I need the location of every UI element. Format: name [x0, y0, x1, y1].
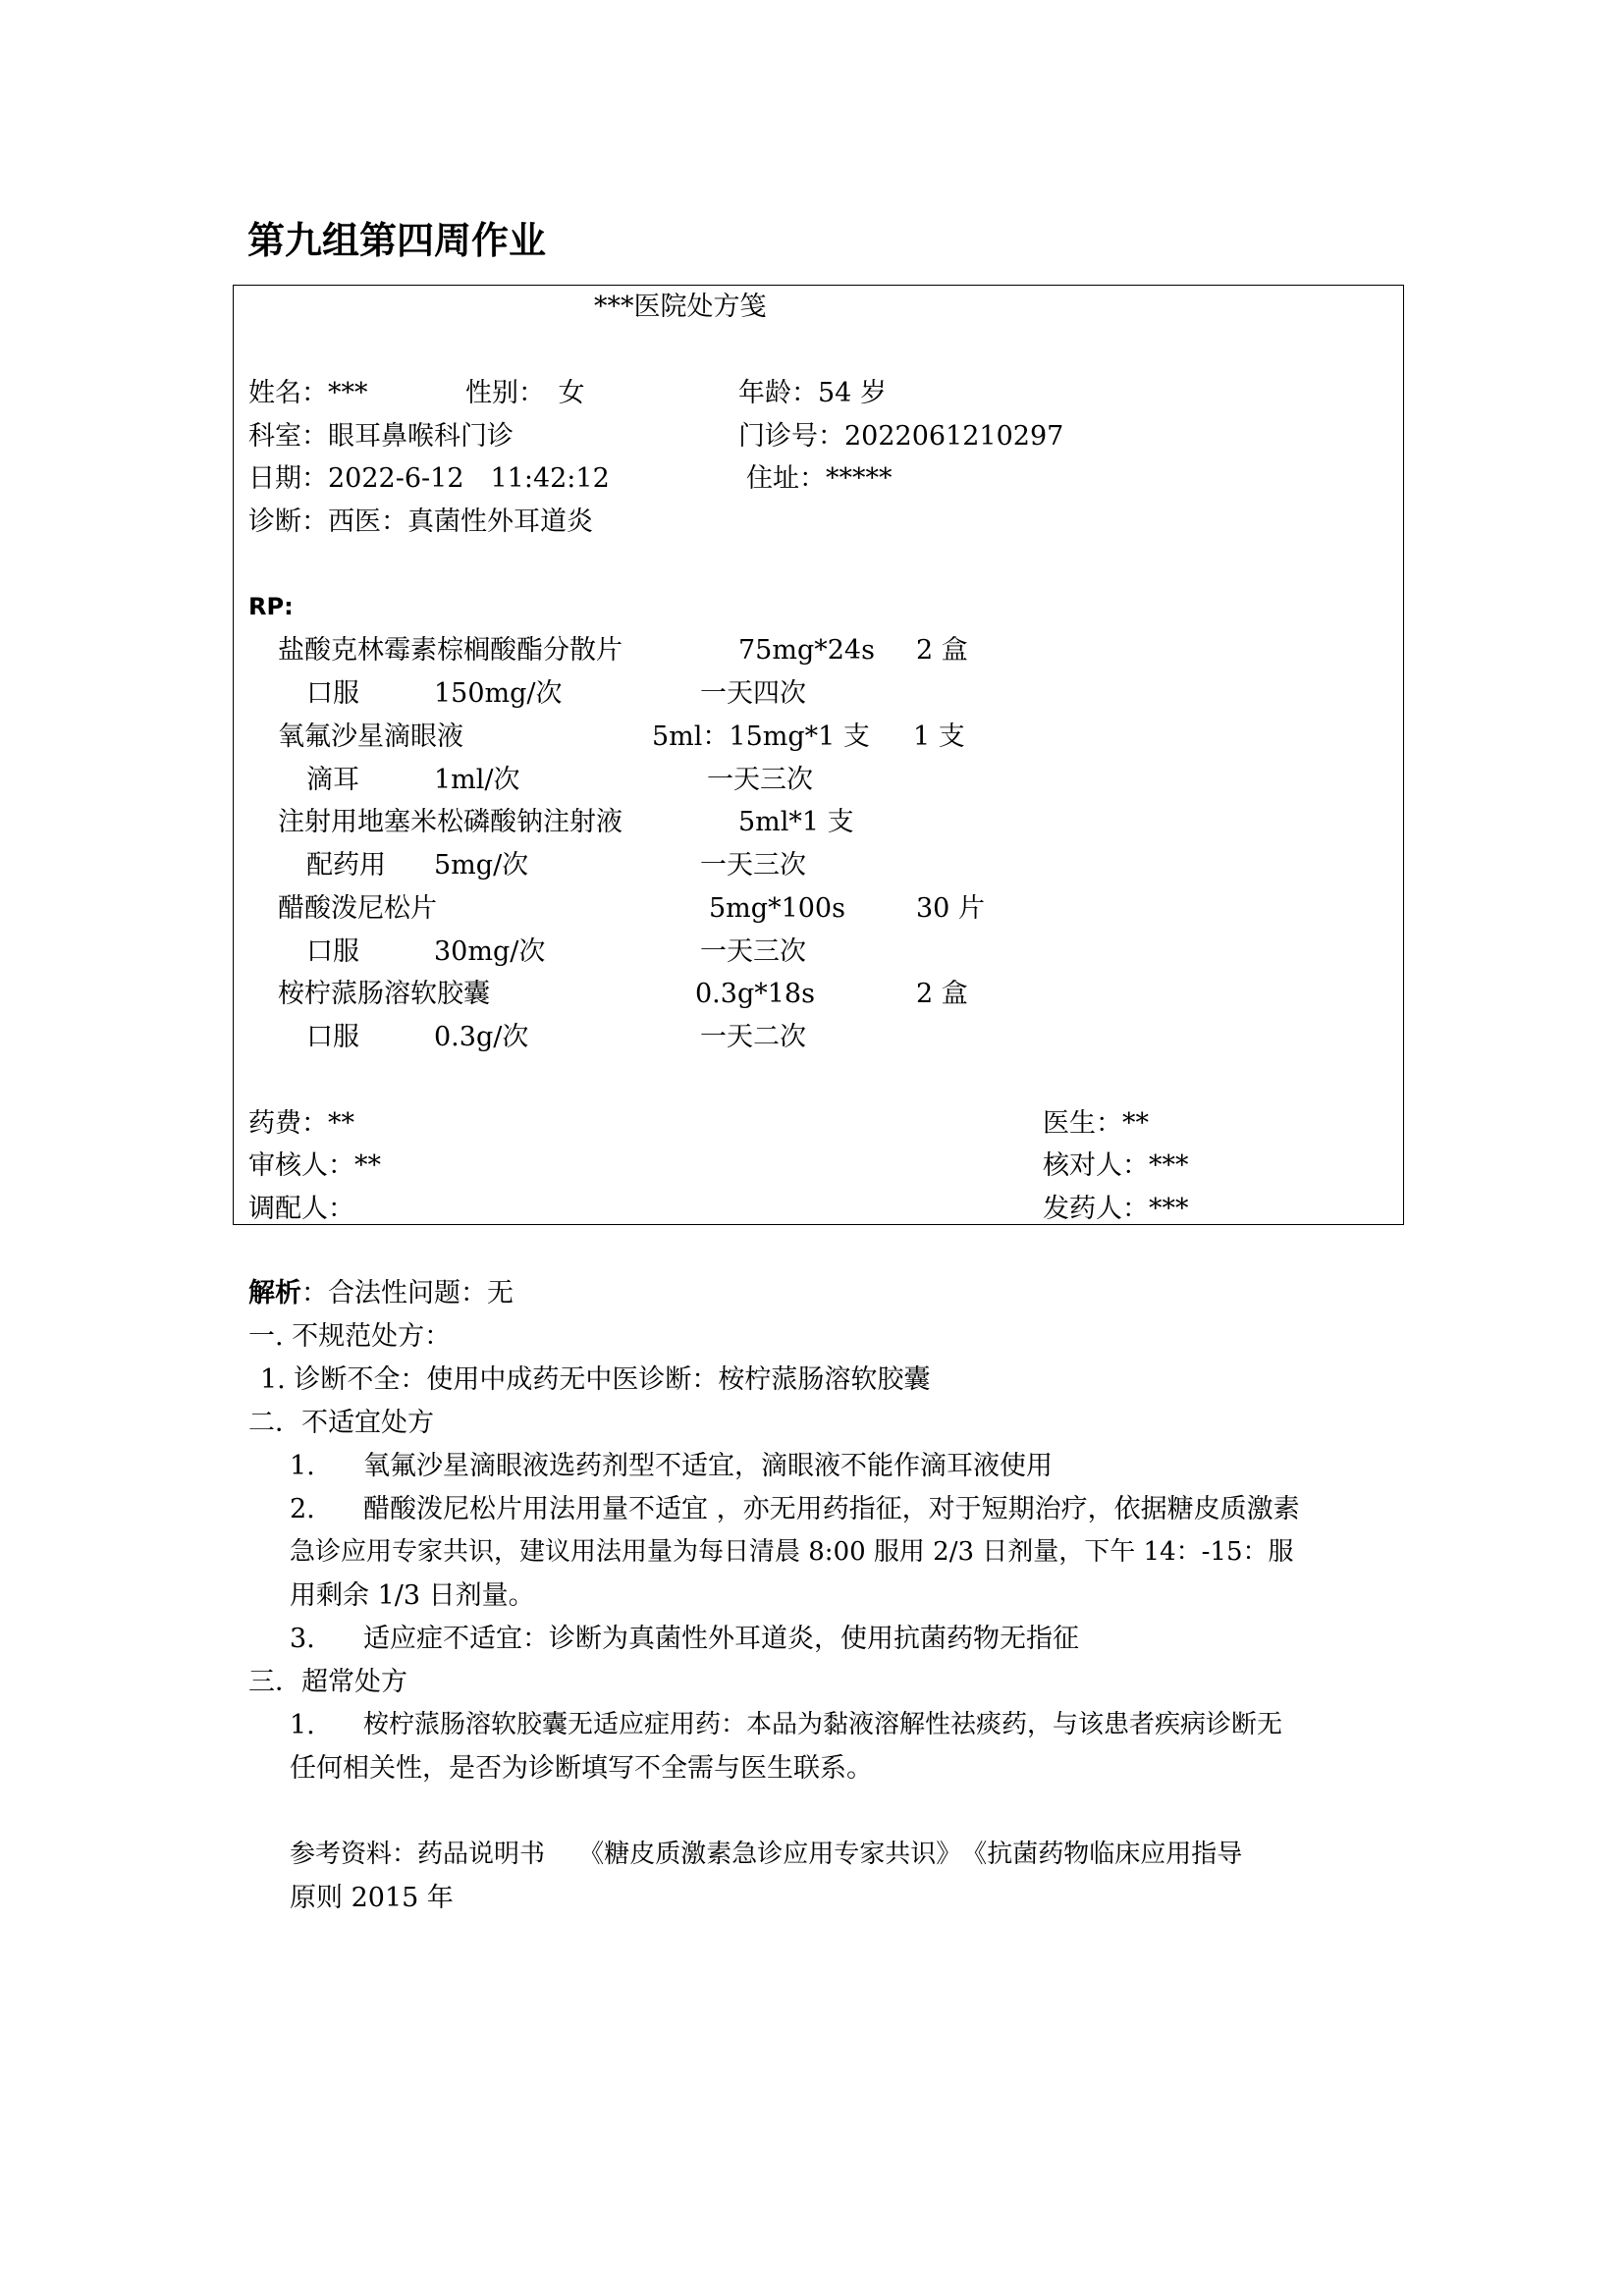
section-3-item-1-line-1: 桉柠蒎肠溶软胶囊无适应症用药：本品为黏液溶解性祛痰药，与该患者疾病诊断无	[363, 1710, 1283, 1739]
section-2-item-2-line-3: 用剩余 1/3 日剂量。	[290, 1580, 535, 1611]
section-3-item-1-line-2: 任何相关性，是否为诊断填写不全需与医生联系。	[290, 1753, 873, 1784]
analysis-label: 解析	[248, 1278, 301, 1308]
drug-frequency: 一天三次	[707, 765, 813, 795]
patient-age: 年龄：54 岁	[738, 378, 887, 408]
address: 住址：*****	[746, 463, 893, 494]
drug-quantity: 1 支	[913, 721, 965, 752]
section-2-item-1: 氧氟沙星滴眼液选药剂型不适宜，滴眼液不能作滴耳液使用	[363, 1451, 1053, 1481]
analysis-line	[248, 1280, 514, 1307]
drug-name: 桉柠蒎肠溶软胶囊	[278, 979, 490, 1009]
drug-route: 配药用	[306, 850, 386, 881]
drug-route: 口服	[306, 1022, 359, 1052]
section-2-item-3-number: 3.	[290, 1624, 315, 1654]
drug-name: 注射用地塞米松磷酸钠注射液	[278, 807, 623, 837]
patient-gender: 性别： 女	[465, 378, 585, 408]
doctor: 医生：**	[1043, 1108, 1149, 1139]
section-1-title: 一. 不规范处方：	[248, 1321, 452, 1352]
section-2-item-1-number: 1.	[290, 1451, 315, 1481]
legality: ：合法性问题：无	[301, 1278, 514, 1308]
dispenser: 调配人：	[248, 1194, 354, 1224]
drug-name: 氧氟沙星滴眼液	[278, 721, 463, 752]
visit-date: 日期：2022-6-12 11:42:12	[248, 463, 610, 494]
patient-name: 姓名：***	[248, 378, 368, 408]
drug-name: 醋酸泼尼松片	[278, 893, 437, 924]
section-2-item-3: 适应症不适宜：诊断为真菌性外耳道炎，使用抗菌药物无指征	[363, 1624, 1079, 1654]
drug-spec: 5ml*1 支	[738, 807, 854, 837]
drug-dose: 0.3g/次	[434, 1022, 529, 1052]
section-2-item-2-number: 2.	[290, 1494, 315, 1524]
fee: 药费：**	[248, 1108, 354, 1139]
clinic-number: 门诊号：2022061210297	[738, 421, 1064, 452]
department: 科室：眼耳鼻喉科门诊	[248, 421, 514, 452]
drug-frequency: 一天二次	[700, 1022, 806, 1052]
drug-quantity: 2 盒	[916, 635, 968, 666]
references-line-2: 原则 2015 年	[290, 1883, 454, 1913]
drug-spec: 0.3g*18s	[695, 979, 815, 1009]
rp-label: RP:	[248, 593, 294, 620]
drug-spec: 5ml：15mg*1 支	[652, 721, 870, 752]
section-1-item-1: 1. 诊断不全：使用中成药无中医诊断：桉柠蒎肠溶软胶囊	[260, 1364, 931, 1395]
drug-frequency: 一天三次	[700, 850, 806, 881]
drug-name: 盐酸克林霉素棕榈酸酯分散片	[278, 635, 623, 666]
section-2-title: 二．不适宜处方	[248, 1408, 434, 1438]
drug-spec: 75mg*24s	[738, 635, 875, 666]
drug-quantity: 30 片	[916, 893, 985, 924]
drug-route: 滴耳	[306, 765, 359, 795]
section-3-title: 三．超常处方	[248, 1667, 407, 1697]
checker: 核对人：***	[1043, 1150, 1189, 1181]
section-2-item-2-line-1: 醋酸泼尼松片用法用量不适宜 ，亦无用药指征，对于短期治疗，依据糖皮质激素	[363, 1494, 1300, 1524]
drug-frequency: 一天四次	[700, 678, 806, 709]
drug-quantity: 2 盒	[916, 979, 968, 1009]
drug-dose: 1ml/次	[434, 765, 520, 795]
drug-dose: 30mg/次	[434, 936, 546, 967]
drug-dose: 5mg/次	[434, 850, 529, 881]
drug-frequency: 一天三次	[700, 936, 806, 967]
diagnosis: 诊断：西医：真菌性外耳道炎	[248, 507, 593, 537]
prescription-header: ***医院处方笺	[594, 292, 767, 322]
reviewer: 审核人：**	[248, 1150, 381, 1181]
drug-route: 口服	[306, 936, 359, 967]
references-line-1: 参考资料：药品说明书 《糖皮质激素急诊应用专家共识》 《抗菌药物临床应用指导	[290, 1840, 1243, 1869]
drug-dose: 150mg/次	[434, 678, 563, 709]
issuer: 发药人：***	[1043, 1194, 1189, 1224]
document-title: 第九组第四周作业	[247, 219, 547, 262]
section-3-item-1-number: 1.	[290, 1710, 315, 1740]
drug-route: 口服	[306, 678, 359, 709]
section-2-item-2-line-2: 急诊应用专家共识，建议用法用量为每日清晨 8:00 服用 2/3 日剂量，下午 14：-15：服	[290, 1537, 1294, 1567]
drug-spec: 5mg*100s	[709, 893, 845, 924]
